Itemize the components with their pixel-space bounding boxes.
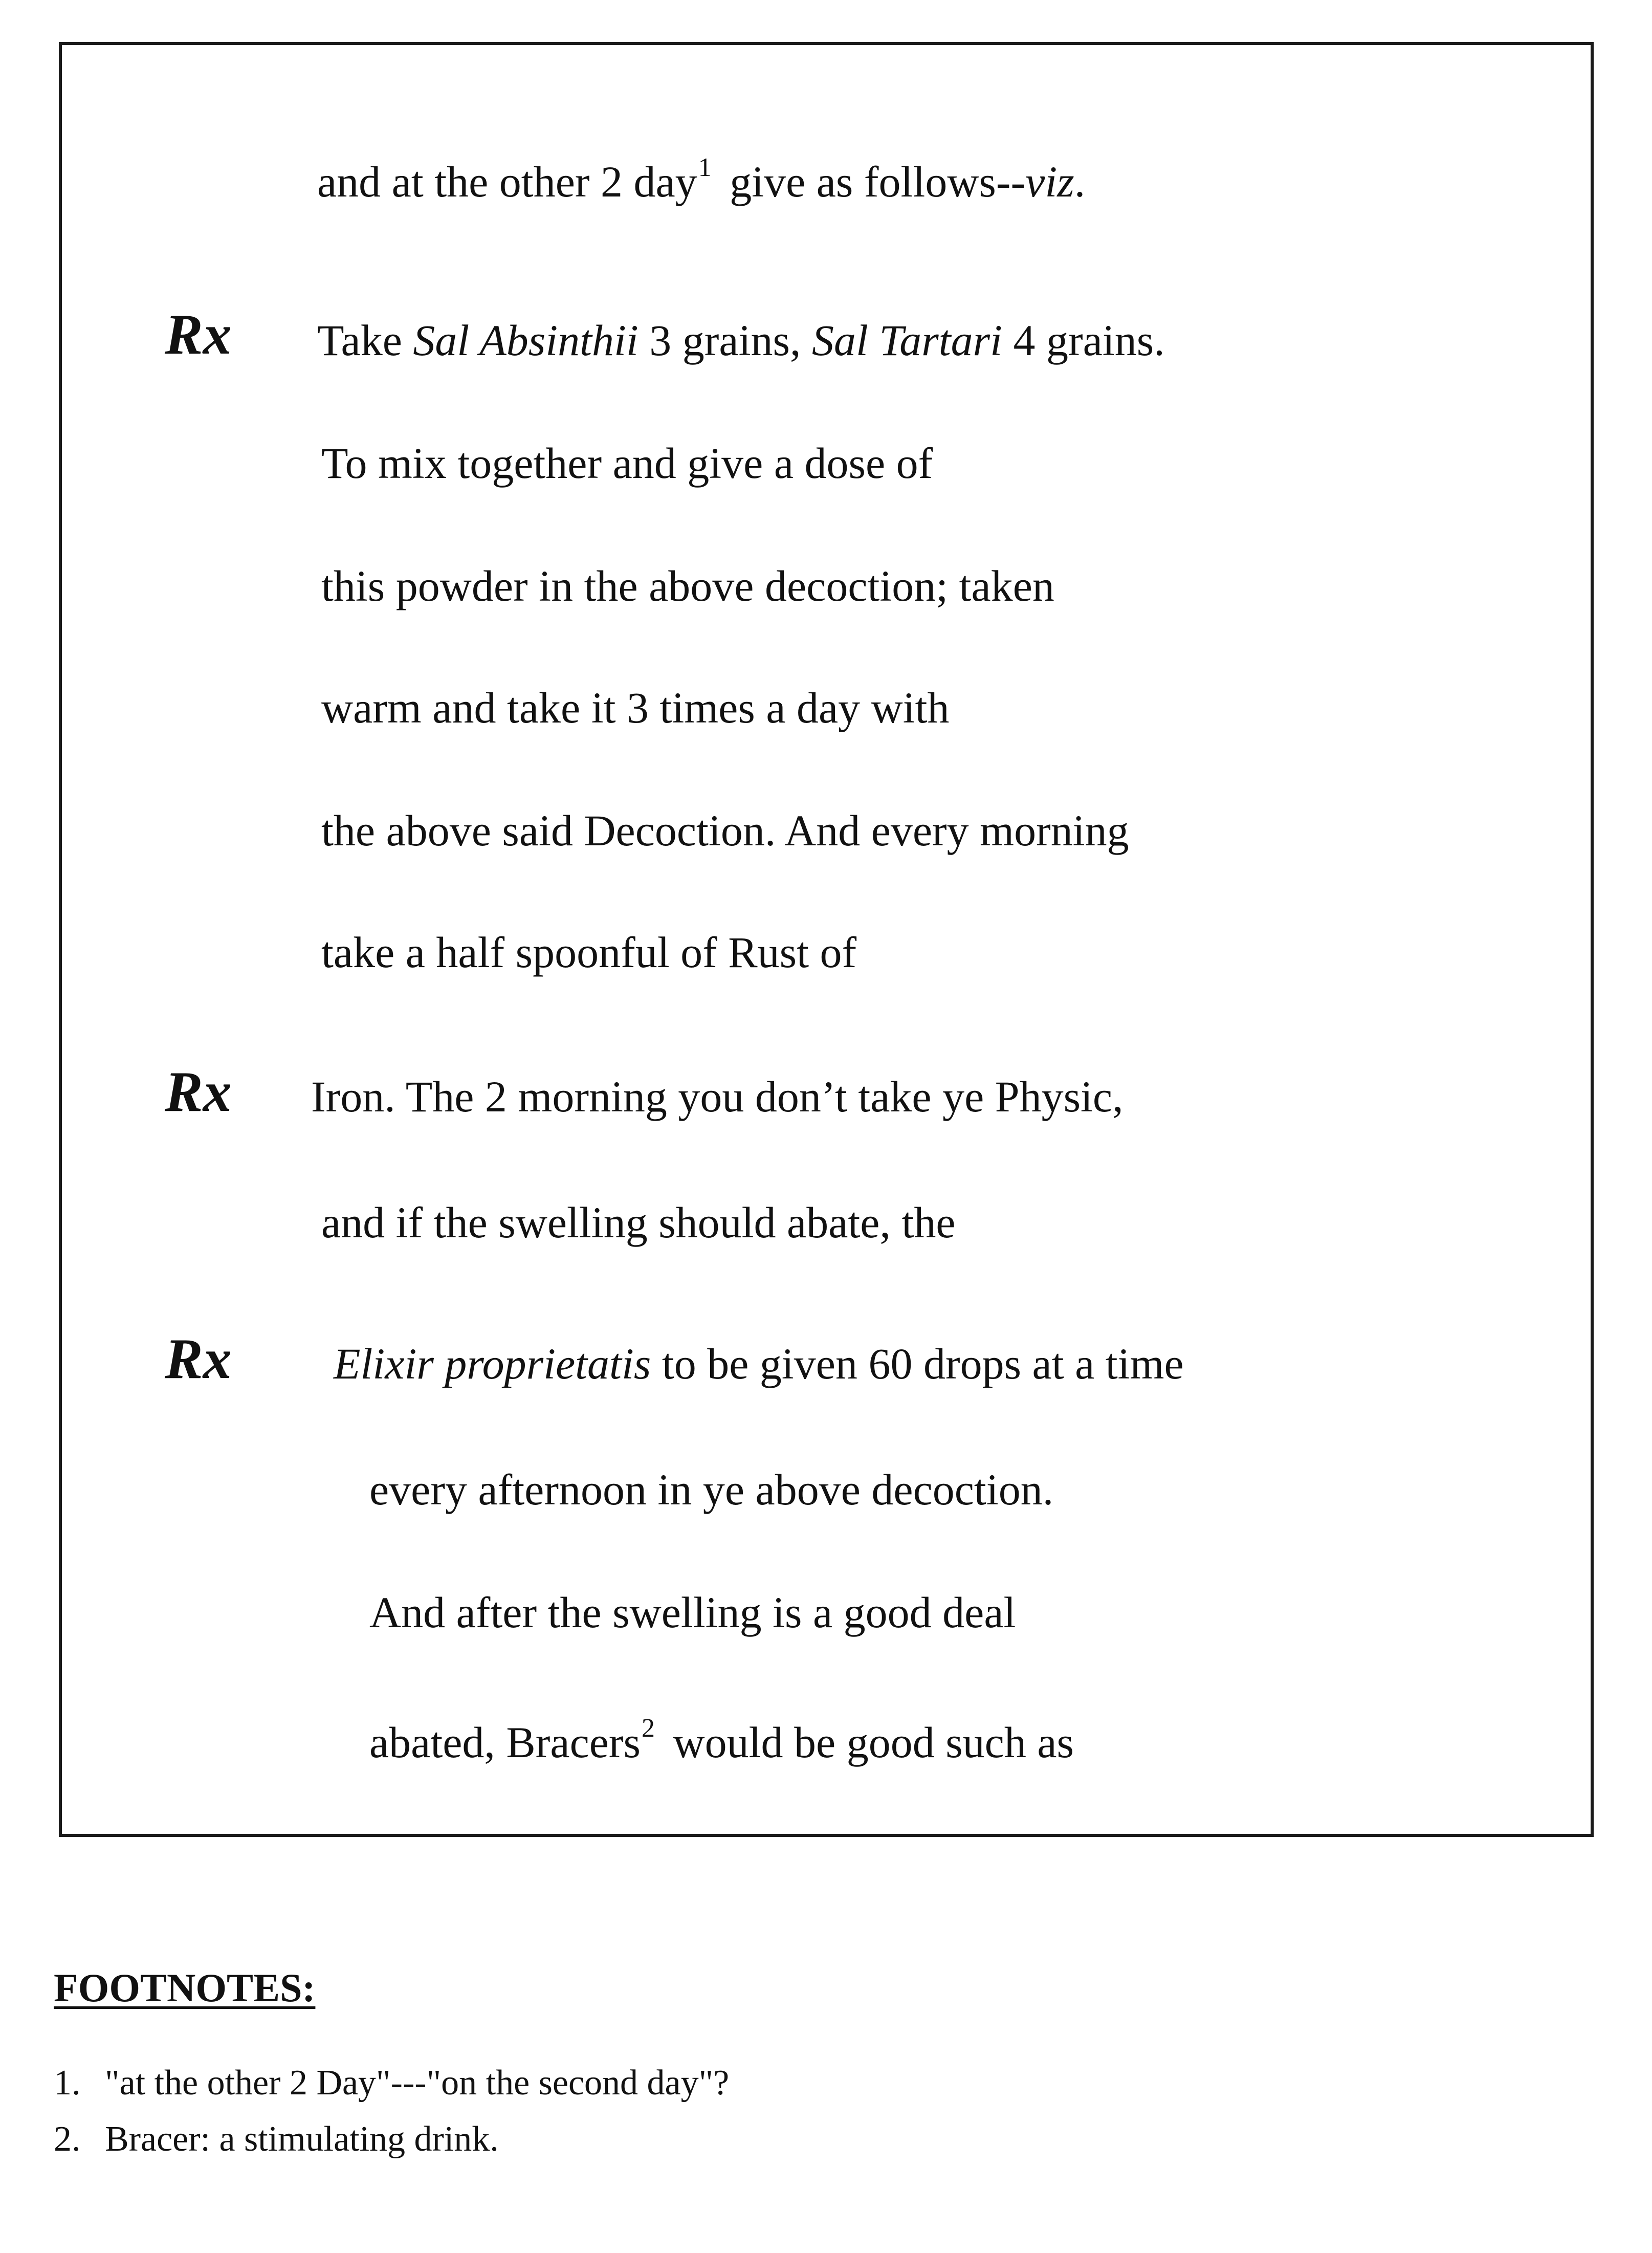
- text-line-7: take a half spoonful of Rust of: [321, 928, 857, 977]
- footnote-item: 2. Bracer: a stimulating drink.: [54, 2119, 499, 2159]
- rx-symbol: Rx: [165, 303, 232, 366]
- footnote-ref-1: 1: [698, 153, 712, 182]
- rx-symbol: Rx: [165, 1327, 232, 1391]
- text-line-10: Elixir proprietatis to be given 60 drops at a time: [334, 1339, 1184, 1388]
- footnotes-heading: FOOTNOTES:: [54, 1965, 316, 2010]
- text-line-3: To mix together and give a dose of: [321, 439, 933, 488]
- text-line-5: warm and take it 3 times a day with: [321, 683, 950, 732]
- rx-symbol: Rx: [165, 1060, 232, 1124]
- text-line-9: and if the swelling should abate, the: [321, 1198, 956, 1247]
- text-line-13: abated, Bracers$^2$ would be good such as: [369, 1714, 1074, 1767]
- text-line-6: the above said Decoction. And every morning: [321, 806, 1129, 855]
- text-line-8: Iron. The 2 morning you don’t take ye Physic,: [311, 1072, 1124, 1121]
- text-line-4: this powder in the above decoction; taken: [321, 561, 1054, 610]
- text-line-11: every afternoon in ye above decoction.: [369, 1465, 1054, 1514]
- text-line-12: And after the swelling is a good deal: [369, 1588, 1016, 1637]
- footnote-item: 1. "at the other 2 Day"---"on the second day"?: [54, 2063, 730, 2103]
- text-line-2: Take Sal Absinthii 3 grains, Sal Tartari 4 grains.: [317, 316, 1165, 365]
- text-line-1: and at the other 2 day$^1$ give as follows--viz.: [317, 153, 1086, 206]
- footnote-ref-2: 2: [642, 1714, 655, 1743]
